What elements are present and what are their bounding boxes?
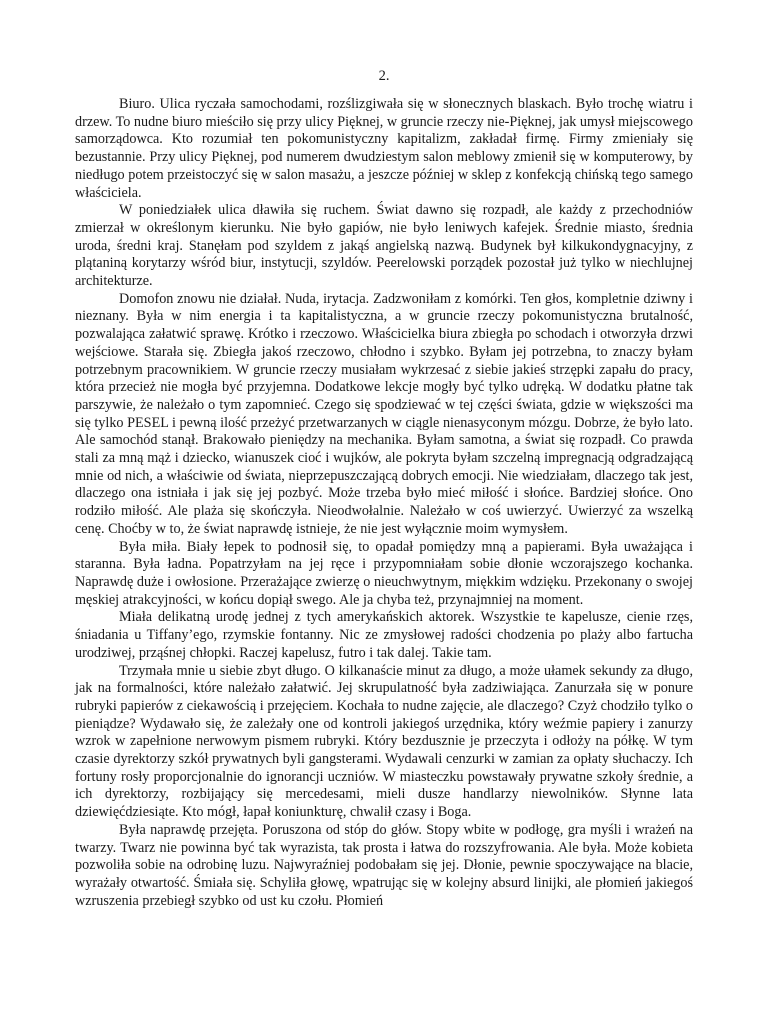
- paragraph: Miała delikatną urodę jednej z tych amerykańskich aktorek. Wszystkie te kapelusze, cienie rzęs, śniadania u Tiffany’ego, rzymskie fontanny. Nic ze zmysłowej radości chodzenia po plaży albo fartucha urodziwej, prząśnej chłopki. Raczej kapelusz, futro i tak dalej. Takie tam.: [75, 609, 693, 661]
- paragraph: Domofon znowu nie działał. Nuda, irytacja. Zadzwoniłam z komórki. Ten głos, kompletnie dziwny i nieznany. Była w nim energia i ta kapitalistyczna, a w gruncie rzeczy pokomunistyczna brutalność, pozwalająca załatwić sprawę. Krótko i rzeczowo. Właścicielka biura zbiegła po schodach i otworzyła drzwi wejściowe. Starała się. Zbiegła jakoś rzeczowo, chłodno i szybko. Byłam jej potrzebna, to znaczy byłam potrzebnym pracownikiem. W gruncie rzeczy musiałam wykrzesać z siebie jakieś strzępki zapału do pracy, która przecież nie mogła być przyjemna. Dodatkowe lekcje mogły być tylko udręką. W dodatku płatne tak parszywie, że należało o tym zapomnieć. Czego się spodziewać w tej części świata, gdzie w większości ma się tylko PESEL i pewną ilość przeżyć przetwarzanych w ciągle nienasyconym mózgu. Dobrze, że było lato. Ale samochód stanął. Brakowało pieniędzy na mechanika. Byłam samotna, a świat się rozpadł. Co prawda stali za mną mąż i dziecko, wianuszek cioć i wujków, ale pokryta byłam szczelną impregnacją odgradzającą mnie od nich, a właściwie od świata, nieprzepuszczającą dobrych emocji. Nie wiedziałam, dlaczego tak jest, dlaczego ona istniała i jak się jej pozbyć. Może trzeba było mieć miłość i słońce. Bardziej słońce. Ono rodziło miłość. Ale plaża się skończyła. Nieodwołalnie. Należało w coś uwierzyć. Uwierzyć za wszelką cenę. Choćby w to, że świat naprawdę istnieje, że nie jest wyłącznie moim wymysłem.: [75, 290, 693, 537]
- paragraph: W poniedziałek ulica dławiła się ruchem. Świat dawno się rozpadł, ale każdy z przechodniów zmierzał w określonym kierunku. Nie było gapiów, nie było leniwych kafejek. Średnie miasto, średnia uroda, średni kraj. Stanęłam pod szyldem z jakąś angielską nazwą. Budynek był kilkukondygnacyjny, z plątaniną korytarzy wśród biur, instytucji, szyldów. Peerelowski porządek pozostał już tylko w niechlujnej architekturze.: [75, 202, 693, 290]
- body-text: [75, 96, 693, 910]
- paragraph: Biuro. Ulica ryczała samochodami, rozślizgiwała się w słonecznych blaskach. Było trochę wiatru i drzew. To nudne biuro mieściło się przy ulicy Pięknej, w gruncie rzeczy nie-Pięknej, jak umysł miejscowego samorządowca. Kto rozumiał ten pokomunistyczny kapitalizm, zakładał firmę. Firmy zmieniały się bezustannie. Przy ulicy Pięknej, pod numerem dwudziestym salon meblowy zmienił się w komputerowy, by niedługo potem przeistoczyć się w salon masażu, a jeszcze później w sklep z konfekcją chińską tego samego właściciela.: [75, 96, 693, 201]
- paragraph: Była naprawdę przejęta. Poruszona od stóp do głów. Stopy wbite w podłogę, gra myśli i wrażeń na twarzy. Twarz nie powinna być tak wyrazista, tak prosta i łatwa do rozszyfrowania. Ale była. Może kobieta pozwoliła sobie na odrobinę luzu. Najwyraźniej podobałam się jej. Dłonie, pewnie spoczywające na blacie, wyrażały otwartość. Śmiała się. Schyliła głowę, wpatrując się w kolejny absurd linijki, ale płomień jakiegoś wzruszenia przebiegł szybko od ust ku czołu. Płomień: [75, 821, 693, 909]
- paragraph: Trzymała mnie u siebie zbyt długo. O kilkanaście minut za długo, a może ułamek sekundy za długo, jak na formalności, które należało załatwić. Jej skrupulatność była zadziwiająca. Zanurzała się w ponure rubryki papierów z ciekawością i przejęciem. Kochała to nudne zajęcie, ale dlaczego? Czyż chodziło tylko o pieniądze? Wydawało się, że zależały one od kontroli jakiegoś urzędnika, który weźmie papiery i zanurzy wzrok w zapełnione nerwowym pismem rubryki. Który bezdusznie je przeczyta i odłoży na półkę. W tym czasie dyrektorzy szkół prywatnych byli gangsterami. Wydawali cenzurki w zamian za opłaty słuchaczy. Ich fortuny rosły proporcjonalnie do ignorancji uczniów. W miasteczku powstawały prywatne szkoły średnie, a ich dyrektorzy, rozbijający się mercedesami, mieli dusze handlarzy niewolników. Słynne lata dziewięćdziesiąte. Kto mógł, łapał koniunkturę, chwalił czasy i Boga.: [75, 662, 693, 821]
- page-number: 2.: [378, 68, 390, 84]
- paragraph: Była miła. Biały łepek to podnosił się, to opadał pomiędzy mną a papierami. Była uważająca i staranna. Była ładna. Popatrzyłam na jej ręce i przypomniałam sobie dłonie wczorajszego kochanka. Naprawdę duże i owłosione. Przerażające zwierzę o nieuchwytnym, miękkim wdzięku. Przekonany o swojej męskiej atrakcyjności, w końcu dopiął swego. Ale ja chyba też, przynajmniej na moment.: [75, 538, 693, 608]
